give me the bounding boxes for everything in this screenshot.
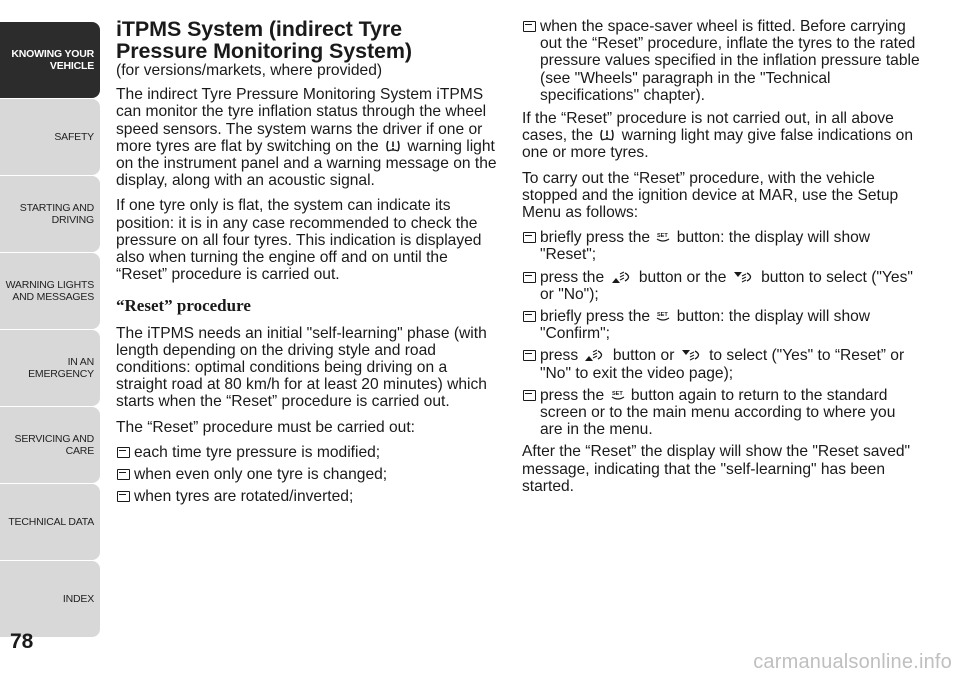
up-arrow-button-icon [611, 270, 633, 284]
list-item: when even only one tyre is changed; [116, 466, 500, 483]
tyre-pressure-warning-icon [599, 128, 615, 142]
list-item: when tyres are rotated/inverted; [116, 488, 500, 505]
watermark: carmanualsonline.info [753, 651, 952, 673]
list-item: each time tyre pressure is modified; [116, 444, 500, 461]
reset-saved-paragraph: After the “Reset” the display will show the "Reset saved" message, indicating that the "self-learning" has been started. [522, 443, 911, 495]
tab-warning-lights[interactable]: WARNING LIGHTS AND MESSAGES [0, 253, 100, 329]
setup-menu-paragraph: To carry out the “Reset” procedure, with the vehicle stopped and the ignition device at MAR, use the Setup Menu as follows: [522, 169, 899, 222]
self-learning-paragraph: The iTPMS needs an initial "self-learning" phase (with length depending on the driving style and road conditions: optimal conditions being driving on a straight road at 80 km/h for at least 20 minutes) which starts when the “Reset” procedure is carried out. [116, 324, 487, 411]
tyre-pressure-warning-icon [385, 139, 401, 153]
list-item: press the SET button again to return to the standard screen or to the main menu according to where you are in the menu. [522, 387, 922, 439]
list-item: briefly press the SET button: the display will show "Confirm"; [522, 308, 922, 342]
tab-starting-and-driving[interactable]: STARTING AND DRIVING [0, 176, 100, 252]
right-column [522, 18, 922, 503]
page-number: 78 [10, 630, 34, 653]
intro-paragraph: The indirect Tyre Pressure Monitoring System iTPMS can monitor the tyre inflation status through the wheel speed sensors. The system warns the driver if one or more tyres are flat by switching on the warning light on the instrument panel and a warning message on the display, along with an acoustic signal. [116, 86, 497, 190]
position-paragraph: If one tyre only is flat, the system can indicate its position: it is in any case recommended to check the pressure on all four tyres. This indication is displayed also when turning the engine off and on until the “Reset” procedure is carried out. [116, 197, 482, 284]
tab-servicing-and-care[interactable]: SERVICING AND CARE [0, 407, 100, 483]
set-button-icon [611, 389, 625, 402]
tab-index[interactable]: INDEX [0, 561, 100, 637]
up-arrow-button-icon [584, 348, 606, 362]
reset-procedure-heading: “Reset” procedure [116, 296, 251, 316]
tab-in-an-emergency[interactable]: IN AN EMERGENCY [0, 330, 100, 406]
tab-safety[interactable]: SAFETY [0, 99, 100, 175]
svg-text:SET: SET [657, 233, 669, 240]
tab-knowing-your-vehicle[interactable]: KNOWING YOUR VEHICLE [0, 22, 100, 98]
no-reset-paragraph: If the “Reset” procedure is not carried out, in all above cases, the warning light may give false indications on one or more tyres. [522, 110, 914, 162]
reset-when-paragraph: The “Reset” procedure must be carried out: [116, 418, 416, 436]
list-item: press button or to select ("Yes" to “Reset” or "No" to exit the video page); [522, 347, 922, 381]
list-item: briefly press the SET button: the display will show "Reset"; [522, 229, 922, 263]
left-column [116, 18, 500, 510]
section-tabs [0, 22, 100, 638]
down-arrow-button-icon [733, 270, 755, 284]
page-title: iTPMS System (indirect Tyre Pressure Monitoring System) [116, 17, 412, 63]
set-button-icon [656, 310, 670, 323]
svg-text:SET: SET [657, 312, 669, 319]
set-button-icon [656, 231, 670, 244]
tab-technical-data[interactable]: TECHNICAL DATA [0, 484, 100, 560]
list-item: when the space-saver wheel is fitted. Before carrying out the “Reset” procedure, inflate the tyres to the rated pressure values specified in the inflation pressure table (see "Wheels" paragraph in the "Technical specifications" chapter). [522, 18, 922, 104]
list-item: press the button or the button to select ("Yes" or "No"); [522, 269, 922, 303]
svg-text:SET: SET [611, 390, 623, 397]
subtitle: (for versions/markets, where provided) [116, 62, 383, 79]
down-arrow-button-icon [681, 348, 703, 362]
